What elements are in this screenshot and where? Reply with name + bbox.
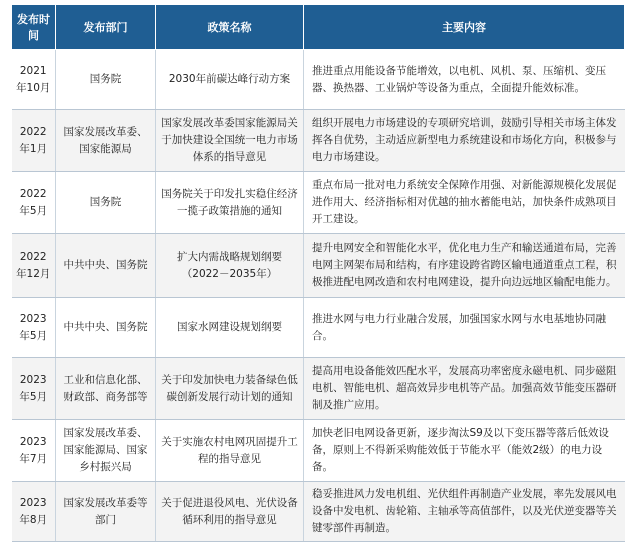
cell-dept: 国务院	[56, 172, 156, 234]
cell-content: 提高用电设备能效匹配水平，发展高功率密度永磁电机、同步磁阻电机、智能电机、超高效异步电机等产品。加强高效节能变压器研制及推广应用。	[304, 358, 625, 420]
cell-dept: 国务院	[56, 50, 156, 110]
table-row	[12, 110, 625, 172]
cell-time: 2022年12月	[12, 234, 56, 298]
cell-content: 组织开展电力市场建设的专项研究培训，鼓励引导相关市场主体发挥各自优势，主动适应新型电力系统建设和市场化方向，积极参与电力市场建设。	[304, 110, 625, 172]
cell-dept: 国家发展改革委、国家能源局、国家乡村振兴局	[56, 420, 156, 482]
cell-policy-name: 关于印发加快电力装备绿色低碳创新发展行动计划的通知	[156, 358, 304, 420]
table-row	[12, 420, 625, 482]
cell-policy-name: 扩大内需战略规划纲要（2022－2035年）	[156, 234, 304, 298]
header-policy-name: 政策名称	[156, 5, 304, 50]
cell-content: 重点布局一批对电力系统安全保障作用强、对新能源规模化发展促进作用大、经济指标相对优越的抽水蓄能电站，加快条件成熟项目开工建设。	[304, 172, 625, 234]
cell-policy-name: 关于实施农村电网巩固提升工程的指导意见	[156, 420, 304, 482]
cell-content: 推进重点用能设备节能增效，以电机、风机、泵、压缩机、变压器、换热器、工业锅炉等设备为重点，全面提升能效标准。	[304, 50, 625, 110]
table-row	[12, 298, 625, 358]
header-dept: 发布部门	[56, 5, 156, 50]
cell-time: 2023年7月	[12, 420, 56, 482]
cell-content: 提升电网安全和智能化水平，优化电力生产和输送通道布局，完善电网主网架布局和结构，有序建设跨省跨区输电通道重点工程，积极推进配电网改造和农村电网建设，提升向边远地区输配电能力。	[304, 234, 625, 298]
cell-content: 稳妥推进风力发电机组、光伏组件再制造产业发展，率先发展风电设备中发电机、齿轮箱、主轴承等高值部件，以及光伏逆变器等关键零部件再制造。	[304, 482, 625, 542]
cell-policy-name: 国务院关于印发扎实稳住经济一揽子政策措施的通知	[156, 172, 304, 234]
cell-time: 2022年5月	[12, 172, 56, 234]
cell-dept: 国家发展改革委等部门	[56, 482, 156, 542]
cell-dept: 国家发展改革委、国家能源局	[56, 110, 156, 172]
table-row	[12, 234, 625, 298]
cell-content: 加快老旧电网设备更新，逐步淘汰S9及以下变压器等落后低效设备，原则上不得新采购能效低于节能水平（能效2级）的电力设备。	[304, 420, 625, 482]
cell-dept: 中共中央、国务院	[56, 234, 156, 298]
table-row	[12, 482, 625, 542]
table-row	[12, 358, 625, 420]
cell-time: 2023年8月	[12, 482, 56, 542]
policy-table	[11, 4, 625, 542]
cell-policy-name: 2030年前碳达峰行动方案	[156, 50, 304, 110]
cell-content: 推进水网与电力行业融合发展，加强国家水网与水电基地协同融合。	[304, 298, 625, 358]
policy-table-container	[11, 4, 624, 538]
cell-policy-name: 国家发展改革委国家能源局关于加快建设全国统一电力市场体系的指导意见	[156, 110, 304, 172]
header-time: 发布时间	[12, 5, 56, 50]
table-header-row	[12, 5, 625, 50]
cell-policy-name: 国家水网建设规划纲要	[156, 298, 304, 358]
cell-time: 2022年1月	[12, 110, 56, 172]
table-row	[12, 172, 625, 234]
cell-policy-name: 关于促进退役风电、光伏设备循环利用的指导意见	[156, 482, 304, 542]
cell-dept: 工业和信息化部、财政部、商务部等	[56, 358, 156, 420]
table-row	[12, 50, 625, 110]
cell-dept: 中共中央、国务院	[56, 298, 156, 358]
cell-time: 2021年10月	[12, 50, 56, 110]
header-content: 主要内容	[304, 5, 625, 50]
cell-time: 2023年5月	[12, 358, 56, 420]
cell-time: 2023年5月	[12, 298, 56, 358]
